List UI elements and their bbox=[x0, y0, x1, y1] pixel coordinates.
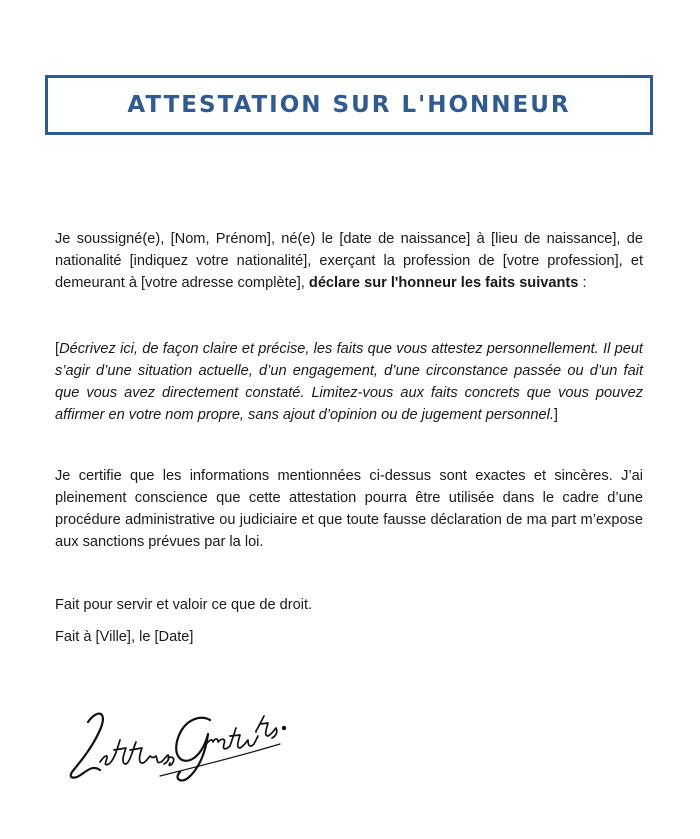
place-date-line: Fait à [Ville], le [Date] bbox=[55, 629, 194, 645]
title-box bbox=[45, 75, 653, 135]
signature-logo bbox=[60, 700, 290, 785]
certification-paragraph: Je certifie que les informations mentionnées ci-dessus sont exactes et sincères. J’ai pleinement conscience que cette attestation pourra être utilisée dans le cadre d’une procédure administrative ou judiciaire et que toute fausse déclaration de ma part m’expose aux sanctions prévues par la loi. bbox=[55, 468, 643, 550]
intro-declaration-bold: déclare sur l'honneur les faits suivants bbox=[308, 275, 579, 291]
intro-paragraph bbox=[55, 228, 643, 294]
description-paragraph bbox=[55, 338, 643, 426]
description-text: Décrivez ici, de façon claire et précise, les faits que vous attestez personnellement. Il peut s’agir d’une situation actuelle, d’un engagement, d’une circonstance passée ou d’un fait que vous avez directement constaté. Limitez-vous aux faits concrets que vous pouvez affirmer en votre nom propre, sans ajout d’opinion ou de jugement personnel. bbox=[55, 341, 643, 423]
open-bracket: [ bbox=[55, 341, 60, 357]
closing-line: Fait pour servir et valoir ce que de droit. bbox=[55, 597, 313, 613]
close-bracket: ] bbox=[553, 407, 558, 423]
intro-text: Je soussigné(e), [Nom, Prénom], né(e) le [date de naissance] à [lieu de naissance], de nationalité [indiquez votre nationalité], exerçant la profession de [votre profession], et demeurant à [votre adresse complète], bbox=[55, 231, 643, 291]
intro-colon: : bbox=[578, 275, 587, 291]
signature-dot bbox=[282, 726, 286, 730]
document-title: ATTESTATION SUR L'HONNEUR bbox=[127, 92, 571, 118]
